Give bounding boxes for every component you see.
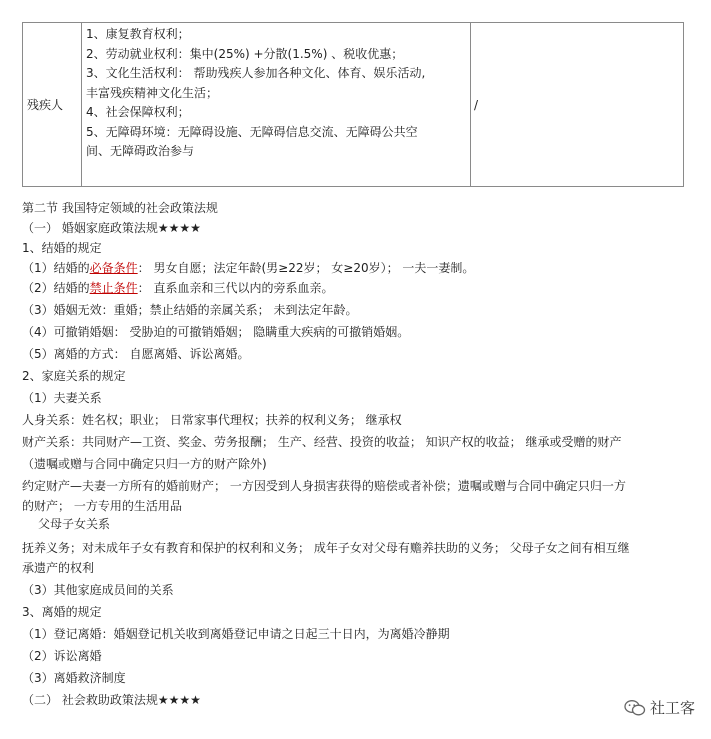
wechat-icon [624,699,646,717]
list-item: 3、文化生活权利： 帮助残疾人参加各种文化、体育、娱乐活动, [86,66,426,80]
list-item: 2、劳动就业权利：集中(25%) +分散(1.5%) 、税收优惠； [86,46,404,61]
marriage-item-text: ： 直系血亲和三代以内的旁系血亲。 [137,281,334,295]
marriage-item-text: ： 男女自愿；法定年龄(男≥22岁； 女≥20岁）； 一夫一妻制。 [137,261,475,275]
row-header-cell [23,23,82,187]
marriage-item: （3）婚姻无效：重婚；禁止结婚的亲属关系； 未到法定年龄。 [22,303,358,317]
family-item: （遗嘱或赠与合同中确定只归一方的财产除外) [22,457,267,471]
family-item: 承遗产的权利 [22,561,95,575]
marriage-item: （5）离婚的方式： 自愿离婚、诉讼离婚。 [22,347,250,361]
list-item: 丰富残疾精神文化生活； [86,85,219,100]
divorce-item: （1）登记离婚：婚姻登记机关收到离婚登记申请之日起三十日内，为离婚冷静期 [22,627,450,641]
divorce-item: （3）离婚救济制度 [22,671,126,685]
family-item: 抚养义务；对未成年子女有教育和保护的权利和义务； 成年子女对父母有赡养扶助的义务； 父母子女之间有相互继 [22,541,630,555]
family-item: 的财产； 一方专用的生活用品 [22,499,182,513]
family-item: 财产关系：共同财产—工资、奖金、劳务报酬； 生产、经营、投资的收益； 知识产权的收益； 继承或受赠的财产 [22,435,622,449]
table-row [23,23,684,187]
list-item: 间、无障碍政治参与 [86,144,195,158]
marriage-item [22,259,702,277]
heading-family: 2、家庭关系的规定 [22,369,126,383]
rights-table [22,22,684,187]
divorce-item: （2）诉讼离婚 [22,649,102,663]
list-item: 5、无障碍环境：无障碍设施、无障碍信息交流、无障碍公共空 [86,124,418,139]
family-item: 约定财产—夫妻一方所有的婚前财产； 一方因受到人身损害获得的赔偿或者补偿；遗嘱或赠与合同中确定只归一方 [22,479,626,493]
family-item: 父母子女关系 [38,517,111,531]
subsection-title: （一） 婚姻家庭政策法规★★★★ [22,221,201,235]
family-item: （1）夫妻关系 [22,391,102,405]
remark-cell [471,23,684,187]
marriage-item-prefix: （1）结婚的 [22,261,90,275]
list-item: 1、康复教育权利； [86,27,190,41]
marriage-item-prefix: （2）结婚的 [22,281,90,295]
family-item: （3）其他家庭成员间的关系 [22,583,174,597]
list-item: 4、社会保障权利； [86,105,190,119]
watermark [624,697,695,718]
remark-text: / [474,97,479,112]
family-item: 人身关系：姓名权；职业； 日常家事代理权；扶养的权利义务； 继承权 [22,413,402,427]
section-title: 第二节 我国特定领域的社会政策法规 [22,201,218,215]
heading-marriage: 1、结婚的规定 [22,241,102,255]
heading-divorce: 3、离婚的规定 [22,605,102,619]
highlight-required-conditions: 必备条件 [89,261,138,275]
rights-list-cell [82,23,471,187]
highlight-prohibited-conditions: 禁止条件 [89,281,138,295]
marriage-item: （4）可撤销婚姻： 受胁迫的可撤销婚姻； 隐瞒重大疾病的可撤销婚姻。 [22,325,410,339]
marriage-item [22,277,702,299]
subsection-title: （二） 社会救助政策法规★★★★ [22,693,201,707]
document-body [22,197,702,711]
row-header: 残疾人 [27,98,64,112]
watermark-text: 社工客 [650,699,696,717]
